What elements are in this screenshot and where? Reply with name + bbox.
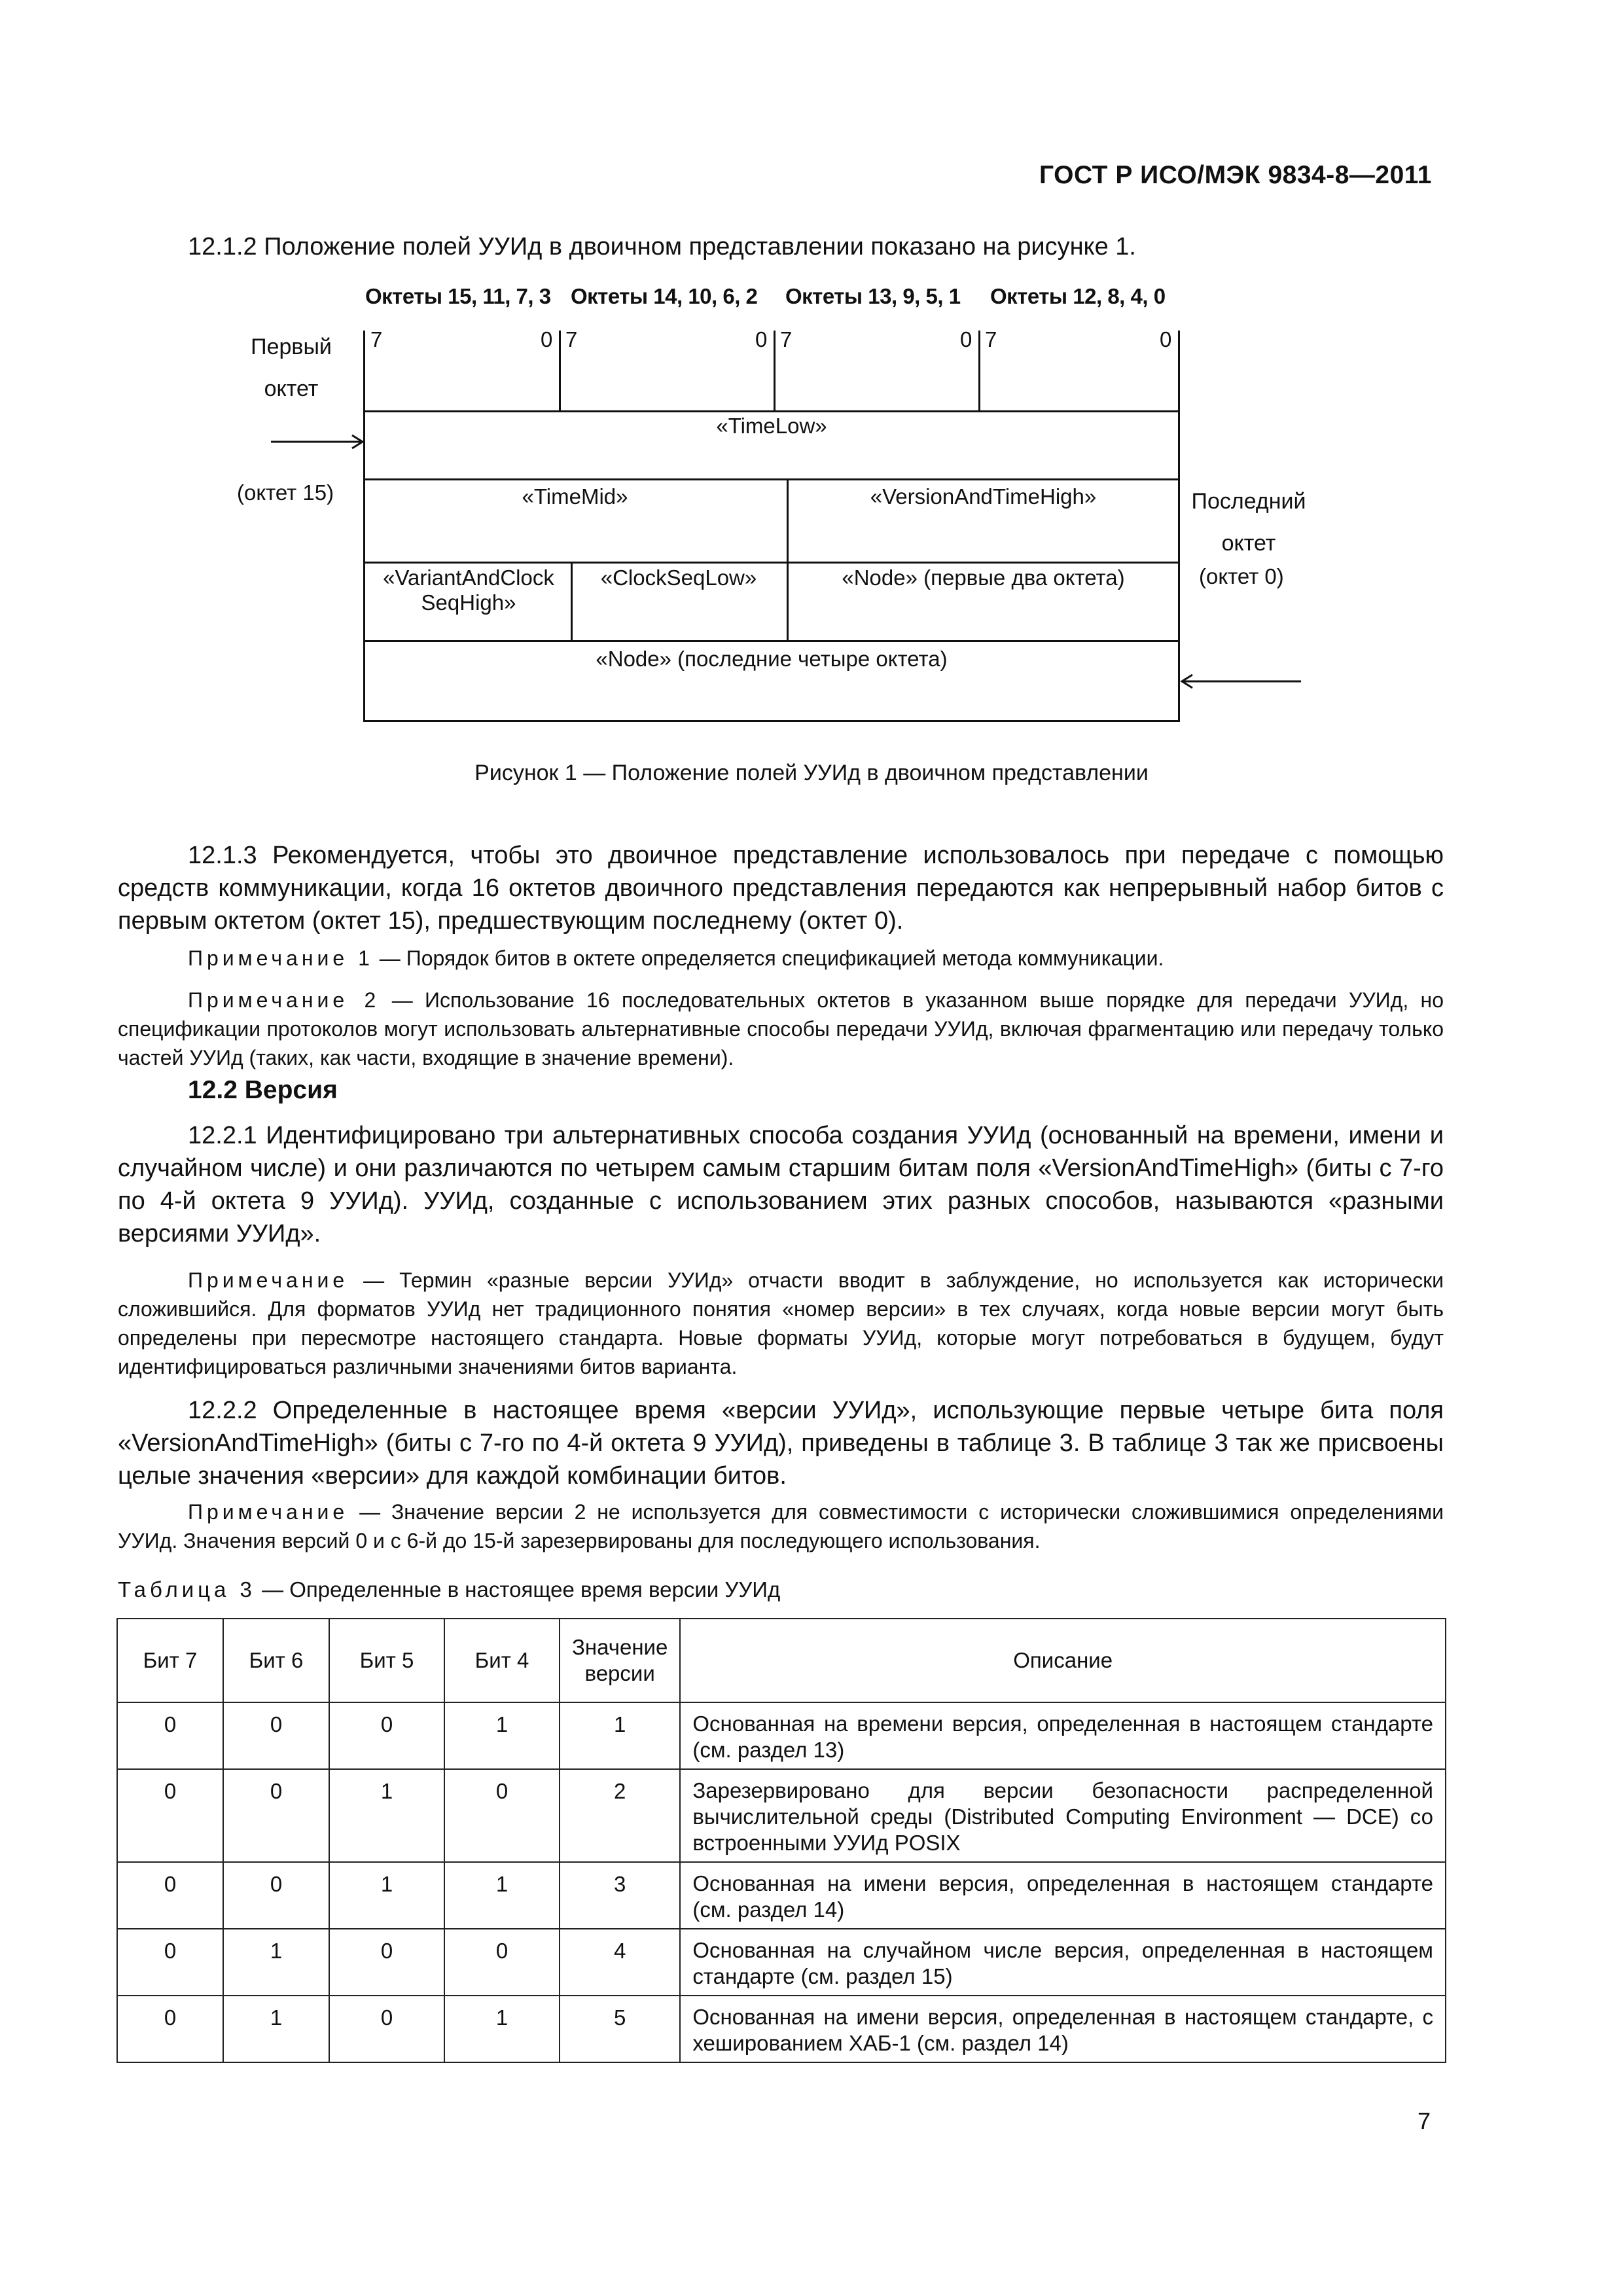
- note-label: Примечание 1: [188, 946, 374, 970]
- divider: [363, 640, 1180, 642]
- divider: [774, 331, 776, 412]
- bit-low: 0: [960, 327, 972, 351]
- bit-high: 7: [565, 327, 578, 351]
- page-number: 7: [1417, 2108, 1431, 2134]
- note-text: — Порядок битов в октете определяется спецификацией метода коммуникации.: [373, 946, 1164, 970]
- table-cell: 0: [329, 1996, 444, 2062]
- note-text: — Значение версии 2 не используется для совместимости с исторически сложившимися определениями УУИд. Значения версий 0 и с 6-й до 15-й зарезервированы для последующего использования.: [118, 1500, 1444, 1552]
- table-cell: 0: [223, 1862, 329, 1929]
- field-version-time-high: «VersionAndTimeHigh»: [870, 484, 1097, 509]
- last-octet-number: (октет 0): [1199, 564, 1284, 588]
- table-cell: 3: [560, 1862, 680, 1929]
- table-cell: 0: [223, 1702, 329, 1769]
- table-row: [117, 1862, 1446, 1929]
- bit-low: 0: [1160, 327, 1172, 351]
- column-header: Бит 4: [444, 1619, 560, 1702]
- table-cell: Основанная на случайном числе версия, определенная в настоящем стандарте (см. раздел 15): [680, 1929, 1446, 1996]
- first-octet-number: (октет 15): [237, 480, 334, 505]
- last-octet-label: Последний октет: [1191, 489, 1306, 556]
- note-label: Примечание: [188, 1500, 349, 1524]
- bit-high: 7: [370, 327, 383, 351]
- section-title-12-2: 12.2 Версия: [188, 1076, 338, 1104]
- field-timelow: «TimeLow»: [716, 414, 827, 438]
- standard-header: ГОСТ Р ИСО/МЭК 9834-8—2011: [1039, 161, 1432, 189]
- field-variant-clock-seq-high: «VariantAndClock SeqHigh»: [383, 565, 554, 615]
- table-title: [118, 1577, 780, 1602]
- bit-low: 0: [755, 327, 768, 351]
- note-2: [118, 986, 1444, 1072]
- octet-group-label: Октеты 15, 11, 7, 3: [365, 284, 551, 308]
- arrow-right-icon: [270, 432, 368, 452]
- octet-group-label: Октеты 12, 8, 4, 0: [990, 284, 1166, 308]
- figure-caption: Рисунок 1 — Положение полей УУИд в двоичном представлении: [474, 761, 1149, 785]
- table-cell: 1: [329, 1769, 444, 1862]
- field-node-first: «Node» (первые два октета): [842, 565, 1125, 590]
- field-clock-seq-low: «ClockSeqLow»: [600, 565, 757, 590]
- divider: [978, 331, 980, 412]
- table-cell: 0: [117, 1929, 223, 1996]
- column-header: Бит 5: [329, 1619, 444, 1702]
- table-row: [117, 1702, 1446, 1769]
- table-cell: 0: [223, 1769, 329, 1862]
- divider: [363, 562, 1180, 564]
- table-cell: Основанная на имени версия, определенная в настоящем стандарте (см. раздел 14): [680, 1862, 1446, 1929]
- bit-high: 7: [780, 327, 793, 351]
- table-cell: 1: [444, 1702, 560, 1769]
- column-header: Бит 6: [223, 1619, 329, 1702]
- table-cell: 0: [117, 1996, 223, 2062]
- paragraph-12-1-2: 12.1.2 Положение полей УУИд в двоичном представлении показано на рисунке 1.: [188, 233, 1136, 260]
- table-row: [117, 1996, 1446, 2062]
- note-label: Примечание 2: [188, 988, 380, 1012]
- table-cell: Основанная на времени версия, определенная в настоящем стандарте (см. раздел 13): [680, 1702, 1446, 1769]
- note-1: [118, 944, 1444, 973]
- octet-group-label: Октеты 13, 9, 5, 1: [785, 284, 961, 308]
- table-cell: 1: [560, 1702, 680, 1769]
- versions-table: [116, 1618, 1446, 2063]
- column-header: Значение версии: [560, 1619, 680, 1702]
- table-header-row: [117, 1619, 1446, 1702]
- note-text: — Термин «разные версии УУИд» отчасти вводит в заблуждение, но используется как исторически сложившийся. Для форматов УУИд нет традиционного понятия «номер версии» в тех случаях, когда новые версии могут быть определены при пересмотре настоящего стандарта. Новые форматы УУИд, которые могут потребоваться в будущем, будут идентифицироваться различными значениями битов варианта.: [118, 1268, 1444, 1378]
- field-node-last: «Node» (последние четыре октета): [596, 647, 948, 671]
- table-cell: 0: [444, 1929, 560, 1996]
- paragraph-12-2-2: 12.2.2 Определенные в настоящее время «версии УУИд», использующие первые четыре бита поля «VersionAndTimeHigh» (биты с 7-го по 4-й октета 9 УУИд), приведены в таблице 3. В таблице 3 так же присвоены целые значения «версии» для каждой комбинации битов.: [118, 1397, 1444, 1490]
- table-cell: 2: [560, 1769, 680, 1862]
- table-cell: 4: [560, 1929, 680, 1996]
- field-timemid: «TimeMid»: [522, 484, 628, 509]
- table-row: [117, 1769, 1446, 1862]
- first-octet-label: Первый октет: [251, 334, 332, 401]
- note-label: Примечание: [188, 1268, 349, 1292]
- octet-group-label: Октеты 14, 10, 6, 2: [571, 284, 758, 308]
- note-4: [118, 1498, 1444, 1555]
- table-label: Таблица 3: [118, 1577, 256, 1602]
- table-cell: 1: [444, 1996, 560, 2062]
- table-cell: 1: [329, 1862, 444, 1929]
- table-cell: Зарезервировано для версии безопасности распределенной вычислительной среды (Distributed Computing Environment — DCE) со встроенными УУИд POSIX: [680, 1769, 1446, 1862]
- paragraph-12-2-1: 12.2.1 Идентифицировано три альтернативных способа создания УУИд (основанный на времени, имени и случайном числе) и они различаются по четырем самым старшим битам поля «VersionAndTimeHigh» (биты с 7-го по 4-й октета 9 УУИд). УУИд, созданные с использованием этих разных способов, называются «разными версиями УУИд».: [118, 1122, 1444, 1247]
- bit-low: 0: [541, 327, 553, 351]
- table-cell: 0: [117, 1862, 223, 1929]
- table-cell: 1: [223, 1929, 329, 1996]
- divider: [1178, 331, 1180, 412]
- table-row: [117, 1929, 1446, 1996]
- table-cell: 0: [117, 1702, 223, 1769]
- table-cell: 1: [444, 1862, 560, 1929]
- table-cell: 0: [329, 1929, 444, 1996]
- bit-high: 7: [985, 327, 997, 351]
- divider: [363, 331, 365, 412]
- table-cell: 5: [560, 1996, 680, 2062]
- table-cell: Основанная на имени версия, определенная в настоящем стандарте, с хешированием ХАБ-1 (см. раздел 14): [680, 1996, 1446, 2062]
- note-text: — Использование 16 последовательных октетов в указанном выше порядке для передачи УУИд, но спецификации протоколов могут использовать альтернативные способы передачи УУИд, включая фрагментацию или передачу только частей УУИд (таких, как части, входящие в значение времени).: [118, 988, 1444, 1069]
- paragraph-12-1-3: 12.1.3 Рекомендуется, чтобы это двоичное представление использовалось при передаче с помощью средств коммуникации, когда 16 октетов двоичного представления передаются как непрерывный набор битов с первым октетом (октет 15), предшествующим последнему (октет 0).: [118, 842, 1444, 935]
- table-cell: 1: [223, 1996, 329, 2062]
- column-header: Бит 7: [117, 1619, 223, 1702]
- note-3: [118, 1266, 1444, 1381]
- divider: [363, 478, 1180, 480]
- divider: [559, 331, 561, 412]
- table-cell: 0: [444, 1769, 560, 1862]
- table-cell: 0: [329, 1702, 444, 1769]
- table-cell: 0: [117, 1769, 223, 1862]
- column-header: Описание: [680, 1619, 1446, 1702]
- table-title-text: — Определенные в настоящее время версии УУИд: [255, 1577, 781, 1602]
- arrow-left-icon: [1178, 672, 1302, 691]
